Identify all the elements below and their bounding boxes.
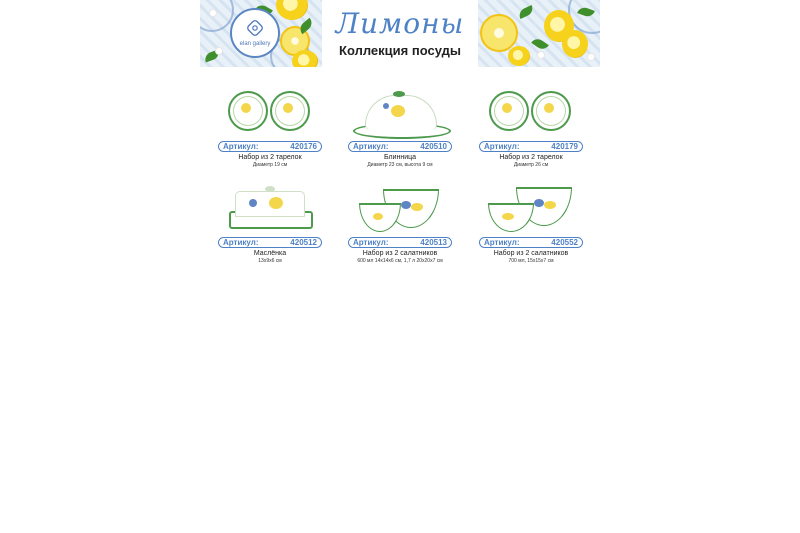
article-label: Артикул: [484, 238, 520, 247]
article-label: Артикул: [223, 238, 259, 247]
butterfly-logo-icon [246, 19, 264, 37]
product-dimensions: 700 мл, 15x15x7 см [508, 258, 554, 264]
banner-right-decor [478, 0, 600, 67]
product-name: Блинница [383, 154, 417, 161]
product-image-plates [215, 89, 325, 141]
product-dimensions: 13x9x6 см [258, 258, 282, 264]
article-label: Артикул: [353, 238, 389, 247]
product-name: Маслёнка [253, 250, 287, 257]
article-number: 420510 [420, 142, 447, 151]
article-label: Артикул: [484, 142, 520, 151]
article-number: 420552 [551, 238, 578, 247]
article-number: 420179 [551, 142, 578, 151]
product-dimensions: Диаметр 26 см [513, 162, 549, 168]
article-number: 420176 [290, 142, 317, 151]
product-dimensions: Диаметр 23 см, высота 9 см [367, 162, 433, 168]
product-image-pancake-dish [345, 89, 455, 141]
product-image-salad-bowls [345, 185, 455, 237]
product-card [215, 185, 325, 265]
article-label: Артикул: [353, 142, 389, 151]
brand-logo [230, 8, 280, 58]
article-label: Артикул: [223, 142, 259, 151]
article-badge [348, 141, 452, 152]
article-badge [348, 237, 452, 248]
product-card [215, 89, 325, 169]
article-badge [479, 141, 583, 152]
banner-title-panel [322, 0, 478, 67]
brand-name: elan gallery [239, 41, 271, 47]
collection-banner [200, 0, 600, 67]
article-number: 420512 [290, 238, 317, 247]
article-badge [218, 237, 322, 248]
collection-title: Лимоны [335, 7, 465, 40]
product-image-butter-dish [215, 185, 325, 237]
article-badge [479, 237, 583, 248]
product-image-salad-bowls [476, 185, 586, 237]
product-card [476, 185, 586, 265]
product-card [345, 185, 455, 265]
article-badge [218, 141, 322, 152]
product-name: Набор из 2 тарелок [238, 154, 302, 161]
product-name: Набор из 2 салатников [362, 250, 438, 257]
product-name: Набор из 2 тарелок [499, 154, 563, 161]
product-card [476, 89, 586, 169]
product-dimensions: Диаметр 19 см [252, 162, 288, 168]
catalog-sheet [200, 0, 600, 290]
product-name: Набор из 2 салатников [493, 250, 569, 257]
collection-subtitle: Коллекция посуды [339, 43, 461, 58]
product-card [345, 89, 455, 169]
product-image-plates [476, 89, 586, 141]
product-dimensions: 600 мл 14x14x6 см, 1,7 л 20x20x7 см [357, 258, 443, 264]
article-number: 420513 [420, 238, 447, 247]
